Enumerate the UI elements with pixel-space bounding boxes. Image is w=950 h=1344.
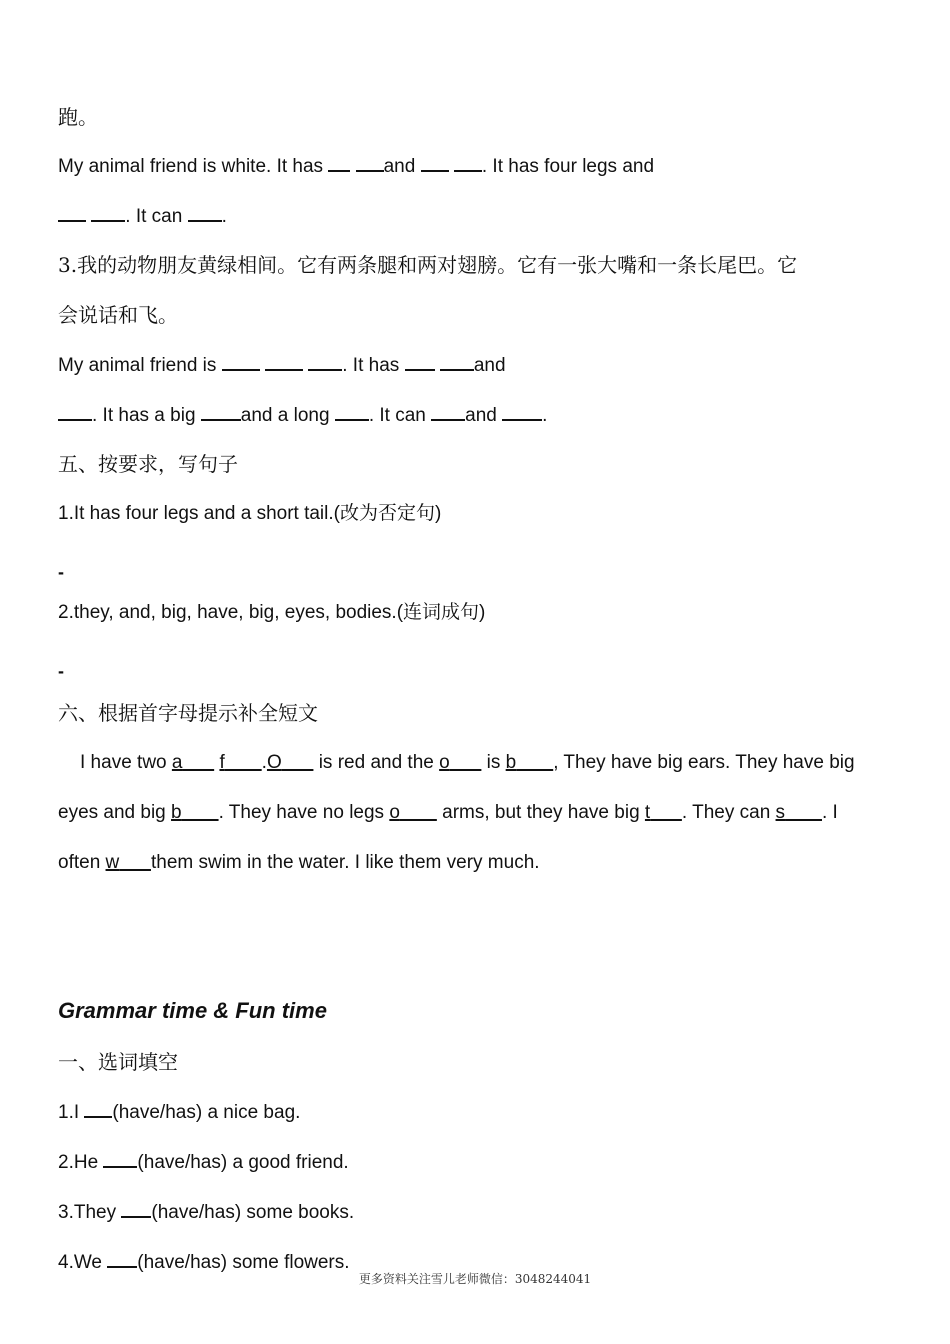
run-text: 跑。 xyxy=(58,105,98,129)
blank[interactable] xyxy=(440,351,474,371)
grammar-q3: 3.They (have/has) some books. xyxy=(58,1198,354,1226)
blank[interactable] xyxy=(356,152,384,172)
letter-blank[interactable]: O xyxy=(266,752,282,773)
grammar-title: 一、选词填空 xyxy=(58,1050,178,1074)
blank[interactable] xyxy=(103,1148,137,1168)
grammar-heading: Grammar time & Fun time xyxy=(58,998,327,1023)
grammar-q2: 2.He (have/has) a good friend. xyxy=(58,1148,349,1176)
blank[interactable] xyxy=(107,1248,137,1268)
q2-sentence-2: . It can . xyxy=(58,202,227,230)
blank[interactable] xyxy=(222,351,260,371)
answer-line-1[interactable]: - xyxy=(58,562,64,582)
section5-title: 五、按要求，写句子 xyxy=(58,452,238,476)
letter-blank[interactable]: o xyxy=(389,802,400,823)
passage-line-2: eyes and big b . They have no legs o arms, but they have big t . They can s . I xyxy=(58,802,838,823)
answer-line-2[interactable]: - xyxy=(58,661,64,681)
blank[interactable] xyxy=(328,152,350,172)
passage-line-3: often w them swim in the water. I like them very much. xyxy=(58,852,540,873)
blank[interactable] xyxy=(201,401,241,421)
section5-q2: 2.they, and, big, have, big, eyes, bodies.(连词成句) xyxy=(58,602,486,623)
q3-sentence-1: My animal friend is . It has and xyxy=(58,351,506,379)
grammar-q4: 4.We (have/has) some flowers. xyxy=(58,1248,350,1276)
blank[interactable] xyxy=(58,401,92,421)
q2-sentence-1: My animal friend is white. It has and . It has four legs and xyxy=(58,152,654,180)
passage-line-1: I have two a f .O is red and the o is b , They have big ears. They have big xyxy=(80,752,855,773)
section6-title: 六、根据首字母提示补全短文 xyxy=(58,701,318,725)
q3-chinese-2: 会说话和飞。 xyxy=(58,303,178,327)
letter-blank[interactable]: b xyxy=(505,752,517,773)
blank[interactable] xyxy=(84,1098,112,1118)
q3-chinese-1: 3.我的动物朋友黄绿相间。它有两条腿和两对翅膀。它有一张大嘴和一条长尾巴。它 xyxy=(58,253,798,277)
blank[interactable] xyxy=(454,152,482,172)
blank[interactable] xyxy=(308,351,342,371)
letter-blank[interactable]: t xyxy=(644,802,651,823)
blank[interactable] xyxy=(188,202,222,222)
letter-blank[interactable]: w xyxy=(105,852,120,873)
blank[interactable] xyxy=(91,202,125,222)
q3-sentence-2: . It has a big and a long . It can and . xyxy=(58,401,547,429)
footer-note: 更多资料关注雪儿老师微信：3048244041 xyxy=(358,1272,592,1286)
blank[interactable] xyxy=(335,401,369,421)
letter-blank[interactable]: o xyxy=(439,752,450,773)
letter-blank[interactable]: a xyxy=(171,752,183,773)
grammar-q1: 1.I (have/has) a nice bag. xyxy=(58,1098,300,1126)
letter-blank[interactable]: b xyxy=(171,802,182,823)
letter-blank[interactable]: f xyxy=(219,752,225,773)
section5-q1: 1.It has four legs and a short tail.(改为否定句) xyxy=(58,503,442,524)
blank[interactable] xyxy=(431,401,465,421)
letter-blank[interactable]: s xyxy=(775,802,786,823)
blank[interactable] xyxy=(502,401,542,421)
blank[interactable] xyxy=(421,152,449,172)
blank[interactable] xyxy=(265,351,303,371)
blank[interactable] xyxy=(405,351,435,371)
blank[interactable] xyxy=(58,202,86,222)
blank[interactable] xyxy=(121,1198,151,1218)
